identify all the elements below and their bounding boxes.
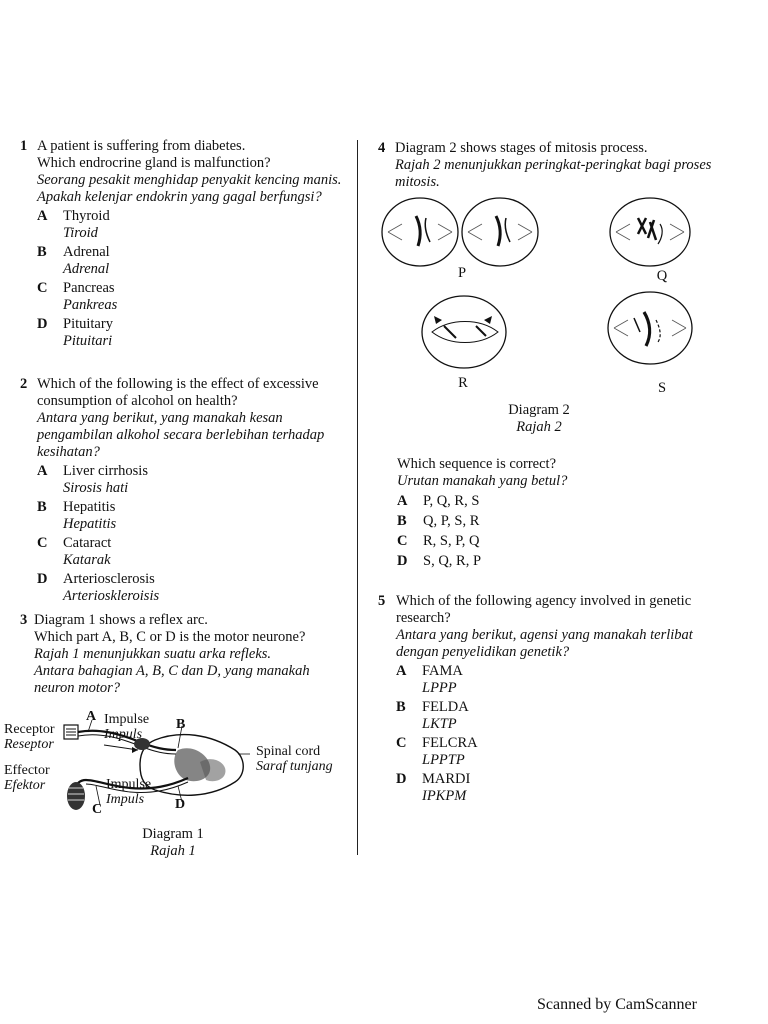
sequence-question-ms: Urutan manakah yang betul? [397,473,568,489]
question-number: 1 [20,138,28,154]
option-d[interactable]: D Arteriosclerosis Arterioskleroisis [37,571,160,604]
option-b[interactable]: B Q, P, S, R [397,513,480,529]
question-text-en: Which endrocrine gland is malfunction? [37,155,271,171]
question-text-ms: Apakah kelenjar endokrin yang gagal berfungsi? [37,189,322,205]
receptor-label: Receptor Reseptor [4,722,55,752]
column-divider [357,140,358,855]
question-text-ms: Seorang pesakit menghidap penyakit kencing manis. [37,172,342,188]
stage-q-cell [610,198,690,266]
label-b: B [176,717,186,732]
question-2 [20,376,345,605]
question-text-ms: Antara yang berikut, agensi yang manakah terlibat dengan penyelidikan genetik? [396,627,693,660]
option-a[interactable]: A Thyroid Tiroid [37,208,110,241]
diagram-1-caption: Diagram 1 Rajah 1 [142,826,204,859]
label-c: C [92,802,103,817]
effector-label: Effector Efektor [4,763,50,793]
question-text-ms: Rajah 1 menunjukkan suatu arka refleks. [34,646,272,662]
stage-p-cells [382,198,538,266]
stage-r-cell [422,296,506,368]
stage-p-label: P [457,265,467,281]
option-c[interactable]: C Pancreas Pankreas [37,280,118,313]
question-number: 3 [20,612,28,628]
question-text-en: Which of the following agency involved in genetic research? [396,593,692,626]
stage-r-label: R [458,375,468,391]
sequence-question-en: Which sequence is correct? [397,456,557,472]
stage-s-label: S [657,380,667,396]
option-c[interactable]: C FELCRA LPPTP [396,735,478,768]
option-d[interactable]: D MARDI IPKPM [396,771,471,804]
option-b[interactable]: B Adrenal Adrenal [37,244,110,277]
question-number: 4 [378,140,386,156]
option-c[interactable]: C Cataract Katarak [37,535,112,568]
option-a[interactable]: A P, Q, R, S [397,493,480,509]
reflex-arc-diagram [60,720,250,815]
spinal-cord-label: Spinal cord Saraf tunjang [256,744,333,774]
question-4-sequence [397,456,737,570]
mitosis-diagram [380,194,720,384]
option-c[interactable]: C R, S, P, Q [397,533,480,549]
impulse-top-label: Impulse Impuls [104,712,150,742]
question-number: 5 [378,593,386,609]
stage-s-cell [608,292,692,364]
question-text-ms: Antara yang berikut, yang manakah kesan pengambilan alkohol secara berlebihan terhadap kesihatan? [37,410,325,460]
option-b[interactable]: B Hepatitis Hepatitis [37,499,117,532]
question-number: 2 [20,376,28,392]
option-a[interactable]: A FAMA LPPP [396,663,463,696]
label-d: D [175,797,186,812]
label-a: A [86,709,97,724]
question-text-ms: Rajah 2 menunjukkan peringkat-peringkat bagi proses mitosis. [395,157,712,190]
question-text-ms: Antara bahagian A, B, C dan D, yang manakah neuron motor? [34,663,310,696]
question-4 [378,140,723,191]
effector-shape [67,782,85,810]
question-text-en: Which of the following is the effect of excessive consumption of alcohol on health? [37,376,319,409]
question-text-en: A patient is suffering from diabetes. [37,138,246,154]
receptor-shape [64,725,78,739]
question-text-en: Diagram 1 shows a reflex arc. [34,612,208,628]
question-text-en: Which part A, B, C or D is the motor neurone? [34,629,306,645]
question-1 [20,138,345,350]
option-d[interactable]: D S, Q, R, P [397,553,482,569]
option-a[interactable]: A Liver cirrhosis Sirosis hati [37,463,148,496]
diagram-2-caption: Diagram 2 Rajah 2 [508,402,570,435]
scanner-watermark: Scanned by CamScanner [537,996,697,1013]
option-d[interactable]: D Pituitary Pituitari [37,316,113,349]
impulse-bottom-label: Impulse Impuls [106,777,152,807]
question-text-en: Diagram 2 shows stages of mitosis process. [395,140,648,156]
question-5 [378,593,723,805]
question-3 [20,612,345,697]
option-b[interactable]: B FELDA LKTP [396,699,469,732]
stage-q-label: Q [656,268,668,284]
